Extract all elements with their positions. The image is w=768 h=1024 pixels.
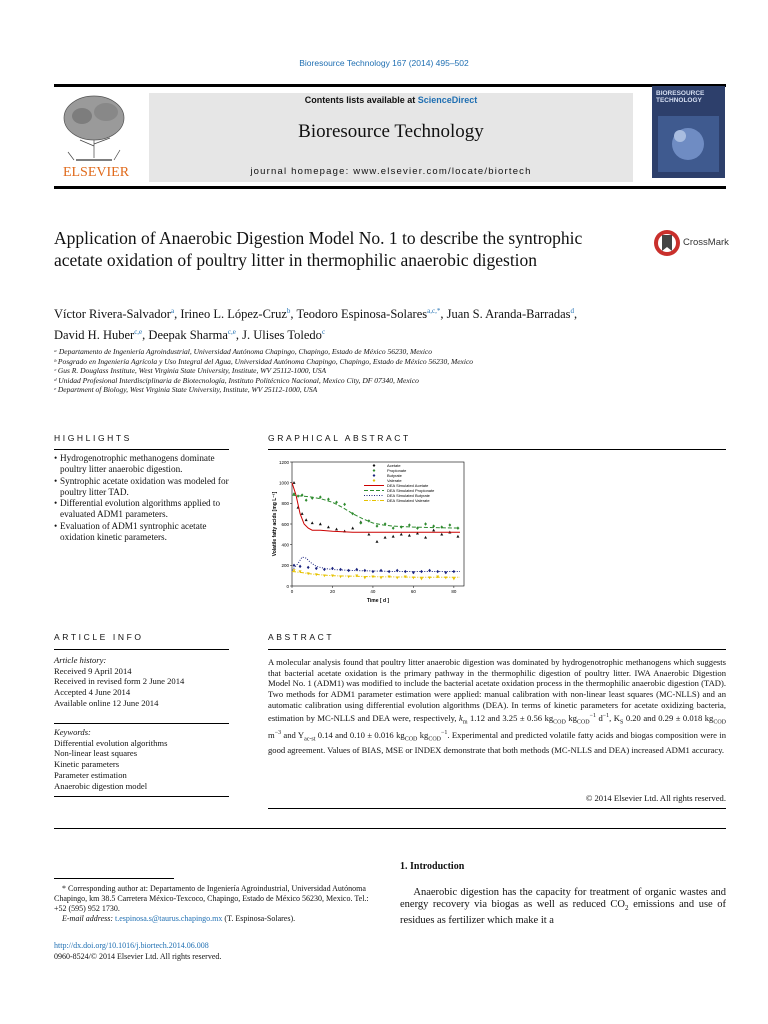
y-tick-label: 600	[281, 521, 289, 527]
data-point-acetate	[392, 535, 395, 538]
affiliation-item: ᶜ Gus R. Douglass Institute, West Virginia State University, Institute, WV 25112-1000, USA	[54, 366, 327, 376]
history-revised: Received in revised form 2 June 2014	[54, 676, 185, 687]
article-title: Application of Anaerobic Digestion Model No. 1 to describe the syntrophic acetate oxidation of poultry litter in thermophilic anaerobic digestion	[54, 228, 583, 270]
data-point-valerate	[420, 578, 423, 581]
legend-label: Butyrate	[387, 473, 402, 478]
journal-title: Bioresource Technology	[298, 121, 484, 142]
legend-marker	[373, 474, 376, 477]
author-name: Teodoro Espinosa-Solares	[296, 307, 428, 322]
cover-art	[658, 116, 719, 172]
legend-label: Acetate	[387, 463, 401, 468]
affiliation-item: ᵈ Unidad Profesional Interdisciplinaria de Biotecnología, Instituto Politécnico Nacional, Mexico City, DF 07340, Mexico	[54, 375, 419, 385]
data-point-butyrate	[372, 570, 375, 573]
data-point-acetate	[327, 526, 330, 529]
sciencedirect-link[interactable]: ScienceDirect	[417, 95, 478, 105]
data-point-acetate	[311, 521, 314, 524]
legend-marker	[373, 479, 376, 482]
data-point-acetate	[319, 522, 322, 525]
x-tick-label: 80	[451, 589, 457, 594]
data-point-acetate	[375, 540, 378, 543]
journal-banner	[149, 93, 633, 182]
highlight-item: • Syntrophic acetate oxidation was modeled for poultry litter TAD.	[54, 476, 234, 499]
introduction-heading: 1. Introduction	[400, 861, 465, 872]
legend-label: DEA Simulated Acetate	[387, 483, 429, 488]
data-point-acetate	[400, 533, 403, 536]
introduction-text: Anaerobic digestion has the capacity for treatment of organic wastes and energy recovery via biogas as well as reduced $CO_2$ emissions and use of residues as fertilizer which make it a	[400, 887, 727, 926]
header-top-rule	[54, 84, 726, 87]
data-point-acetate	[335, 528, 338, 531]
data-point-acetate	[432, 529, 435, 532]
author-affiliation-marker[interactable]: c,e	[134, 328, 143, 337]
series-line-dea-simulated-butyrate	[292, 557, 460, 571]
y-tick-label: 1000	[278, 480, 289, 486]
author-separator: ,	[290, 307, 297, 322]
x-tick-label: 20	[329, 589, 335, 594]
data-point-propionate	[376, 524, 379, 527]
author-separator: ,	[174, 307, 181, 322]
keywords-rule	[54, 723, 229, 724]
data-point-propionate	[424, 522, 427, 525]
data-point-acetate	[351, 527, 354, 530]
highlights-heading: HIGHLIGHTS	[54, 433, 132, 443]
author-separator: ,	[235, 328, 243, 343]
affiliations	[54, 347, 726, 395]
author-affiliation-marker[interactable]: a,c,*	[427, 307, 441, 315]
copyright-notice: © 2014 Elsevier Ltd. All rights reserved.	[585, 793, 726, 803]
data-point-propionate	[359, 521, 362, 524]
author-name: David H. Huber	[54, 328, 135, 343]
crossmark-badge[interactable]	[653, 229, 733, 259]
legend-marker	[373, 469, 376, 472]
front-matter-end-rule	[54, 828, 726, 829]
abstract-rule	[268, 649, 726, 650]
article-info-rule	[54, 649, 229, 650]
corresponding-author-footnote	[54, 884, 380, 924]
footnote-rule	[54, 878, 174, 879]
x-tick-label: 0	[290, 589, 294, 594]
corresponding-author: * Corresponding author at: Departamento de Ingeniería Agroindustrial, Universidad Autónoma Chapingo, km 38.5 Carretera México-Texcoco, Chapingo, Estado de México 56230, Mexico. Tel.: +52 (595) 952 1730.	[54, 884, 369, 913]
data-point-propionate	[343, 503, 346, 506]
abstract-end-rule	[268, 808, 726, 809]
data-point-propionate	[392, 526, 395, 529]
affiliation-item: ᵇ Posgrado en Ingeniería Agrícola y Uso Integral del Agua, Universidad Autónoma Chapingo, Chapingo, Estado de México 56230, Mexico	[54, 356, 474, 366]
journal-citation[interactable]: Bioresource Technology 167 (2014) 495–502	[299, 58, 469, 68]
data-point-acetate	[305, 518, 308, 521]
crossmark-icon	[653, 229, 681, 257]
keywords	[54, 727, 244, 791]
highlight-item: • Differential evolution algorithms applied to evaluated ADM1 parameters.	[54, 498, 234, 521]
author-affiliation-marker[interactable]: b	[286, 307, 291, 315]
author-name: J. Ulises Toledo	[242, 328, 322, 343]
doi-link[interactable]: http://dx.doi.org/10.1016/j.biortech.2014.06.008	[54, 941, 209, 950]
crossmark-label: CrossMark	[683, 237, 729, 248]
author-separator: ,	[574, 307, 578, 322]
data-point-acetate	[440, 533, 443, 536]
history-received: Received 9 April 2014	[54, 665, 132, 676]
history-accepted: Accepted 4 June 2014	[54, 687, 131, 698]
email-owner: (T. Espinosa-Solares).	[222, 914, 296, 923]
x-tick-label: 40	[370, 589, 376, 594]
x-tick-label: 60	[410, 589, 416, 594]
y-tick-label: 0	[286, 583, 289, 589]
legend-label: Propionate	[387, 468, 407, 473]
data-point-acetate	[293, 481, 296, 484]
keyword-item: Parameter estimation	[54, 769, 127, 780]
data-point-butyrate	[315, 567, 318, 570]
abstract-heading: ABSTRACT	[268, 632, 335, 642]
affiliation-item: ᵉ Department of Biology, West Virginia State University, Institute, WV 25112-1000, USA	[54, 385, 318, 395]
graphical-abstract-heading: GRAPHICAL ABSTRACT	[268, 433, 411, 443]
y-tick-label: 800	[281, 501, 289, 507]
elsevier-tree-logo	[54, 88, 138, 180]
journal-cover-image[interactable]	[652, 86, 725, 178]
highlights-rule	[54, 449, 229, 450]
author-name: Irineo L. López-Cruz	[180, 307, 287, 322]
affiliation-item: ᵃ Departamento de Ingeniería Agroindustrial, Universidad Autónoma Chapingo, Chapingo, Estado de México 56230, Mexico	[54, 347, 433, 356]
author-affiliation-marker[interactable]: a	[170, 307, 175, 315]
publisher-name: ELSEVIER	[62, 165, 130, 180]
graphical-abstract-rule	[268, 449, 726, 450]
author-affiliation-marker[interactable]: c	[321, 328, 326, 337]
data-point-propionate	[408, 523, 411, 526]
legend-label: DEA Simulated Butyrate	[387, 493, 430, 498]
data-point-acetate	[384, 536, 387, 539]
y-tick-label: 1200	[278, 459, 289, 465]
keywords-end-rule	[54, 796, 229, 797]
author-name: Deepak Sharma	[148, 328, 228, 343]
header-bottom-rule	[54, 186, 726, 189]
highlight-item: • Evaluation of ADM1 syntrophic acetate oxidation kinetic parameters.	[54, 521, 234, 544]
series-line-dea-simulated-propionate	[292, 495, 460, 528]
history-label: Article history:	[54, 655, 107, 665]
author-affiliation-marker[interactable]: d	[570, 307, 575, 315]
data-point-acetate	[408, 534, 411, 537]
contents-prefix: Contents lists available at	[304, 95, 418, 105]
data-point-valerate	[452, 578, 455, 581]
keyword-item: Kinetic parameters	[54, 759, 120, 770]
vfa-chart	[264, 456, 466, 612]
data-point-propionate	[440, 525, 443, 528]
issn-line: 0960-8524/© 2014 Elsevier Ltd. All rights reserved.	[54, 952, 222, 961]
author-affiliation-marker[interactable]: c,e	[227, 328, 236, 337]
data-point-acetate	[367, 533, 370, 536]
author-separator: ,	[142, 328, 149, 343]
series-line-dea-simulated-valerate	[292, 572, 460, 578]
data-point-butyrate	[293, 564, 296, 567]
author-name: Juan S. Aranda-Barradas	[446, 307, 571, 322]
y-axis-label: Volatile fatty acids [mg L⁻¹]	[272, 491, 278, 557]
highlights-list	[54, 453, 234, 543]
keyword-item: Differential evolution algorithms	[54, 737, 168, 748]
data-point-propionate	[448, 523, 451, 526]
highlight-item: • Hydrogenotrophic methanogens dominate poultry litter anaerobic digestion.	[54, 453, 234, 476]
data-point-butyrate	[307, 566, 310, 569]
legend-label: DEA Simulated Propionate	[387, 488, 435, 493]
data-point-acetate	[424, 536, 427, 539]
article-history	[54, 655, 244, 709]
y-tick-label: 400	[281, 542, 289, 548]
author-name: Víctor Rivera-Salvador	[54, 307, 171, 322]
data-point-propionate	[327, 498, 330, 501]
email-label: E-mail address:	[62, 914, 116, 923]
keyword-item: Non-linear least squares	[54, 748, 138, 759]
abstract-text: A molecular analysis found that poultry litter anaerobic digestion was dominated by hydrogenotrophic methanogens which suggests that bacterial acetate oxidation is the primary pathway in the thermophilic digestion of poultry litter. IWA Anaerobic Digestion Model No. 1 (ADM1) was modified to include the bacterial acetate oxidation process in the thermophilic anaerobic digestion (TAD). Two methods for ADM1 parameter estimation were applied: manual calibration with non-linear least squares (MC-NLLS) and an automatic calibration using differential evolution algorithms (DEA). In terms of kinetic parameters for acetate oxidizing bacteria, estimation by MC-NLLS and DEA were, respectively, $k_m$ 1.12 and 3.25 ± 0.56 $kg_{COD}$ $kg_{COD}^{-1}$ $d^{-1}$, $K_S$ 0.20 and 0.29 ± 0.018 $kg_{COD}$ $m^{-3}$ and $Y_{ac-st}$ 0.14 and 0.10 ± 0.016 $kg_{COD}$ $kg_{COD}^{-1}$. Experimental and predicted volatile fatty acids and biogas composition were in good agreement. Values of BIAS, MSE or INDEX demonstrate that both methods (MC-NLLS and DEA) increased ADM1 accuracy.	[268, 657, 726, 756]
data-point-acetate	[456, 535, 459, 538]
history-online: Available online 12 June 2014	[54, 697, 159, 708]
legend-marker	[373, 464, 376, 467]
data-point-acetate	[301, 512, 304, 515]
keywords-label: Keywords:	[54, 727, 91, 737]
email-link[interactable]: t.espinosa.s@taurus.chapingo.mx	[115, 914, 223, 923]
author-separator: ,	[440, 307, 447, 322]
contents-line	[149, 95, 633, 105]
cover-title: BIORESOURCE TECHNOLOGY	[656, 90, 705, 104]
legend-label: DEA Simulated Valerate	[387, 498, 430, 503]
x-axis-label: Time [ d ]	[366, 598, 390, 604]
article-info-heading: ARTICLE INFO	[54, 632, 144, 642]
data-point-propionate	[400, 525, 403, 528]
keyword-item: Anaerobic digestion model	[54, 780, 148, 791]
legend-label: Valerate	[387, 478, 402, 483]
author-list	[54, 302, 734, 344]
journal-homepage[interactable]: journal homepage: www.elsevier.com/locate/biortech	[250, 166, 532, 177]
data-point-butyrate	[299, 565, 302, 568]
data-point-propionate	[305, 499, 308, 502]
y-tick-label: 200	[281, 563, 289, 569]
